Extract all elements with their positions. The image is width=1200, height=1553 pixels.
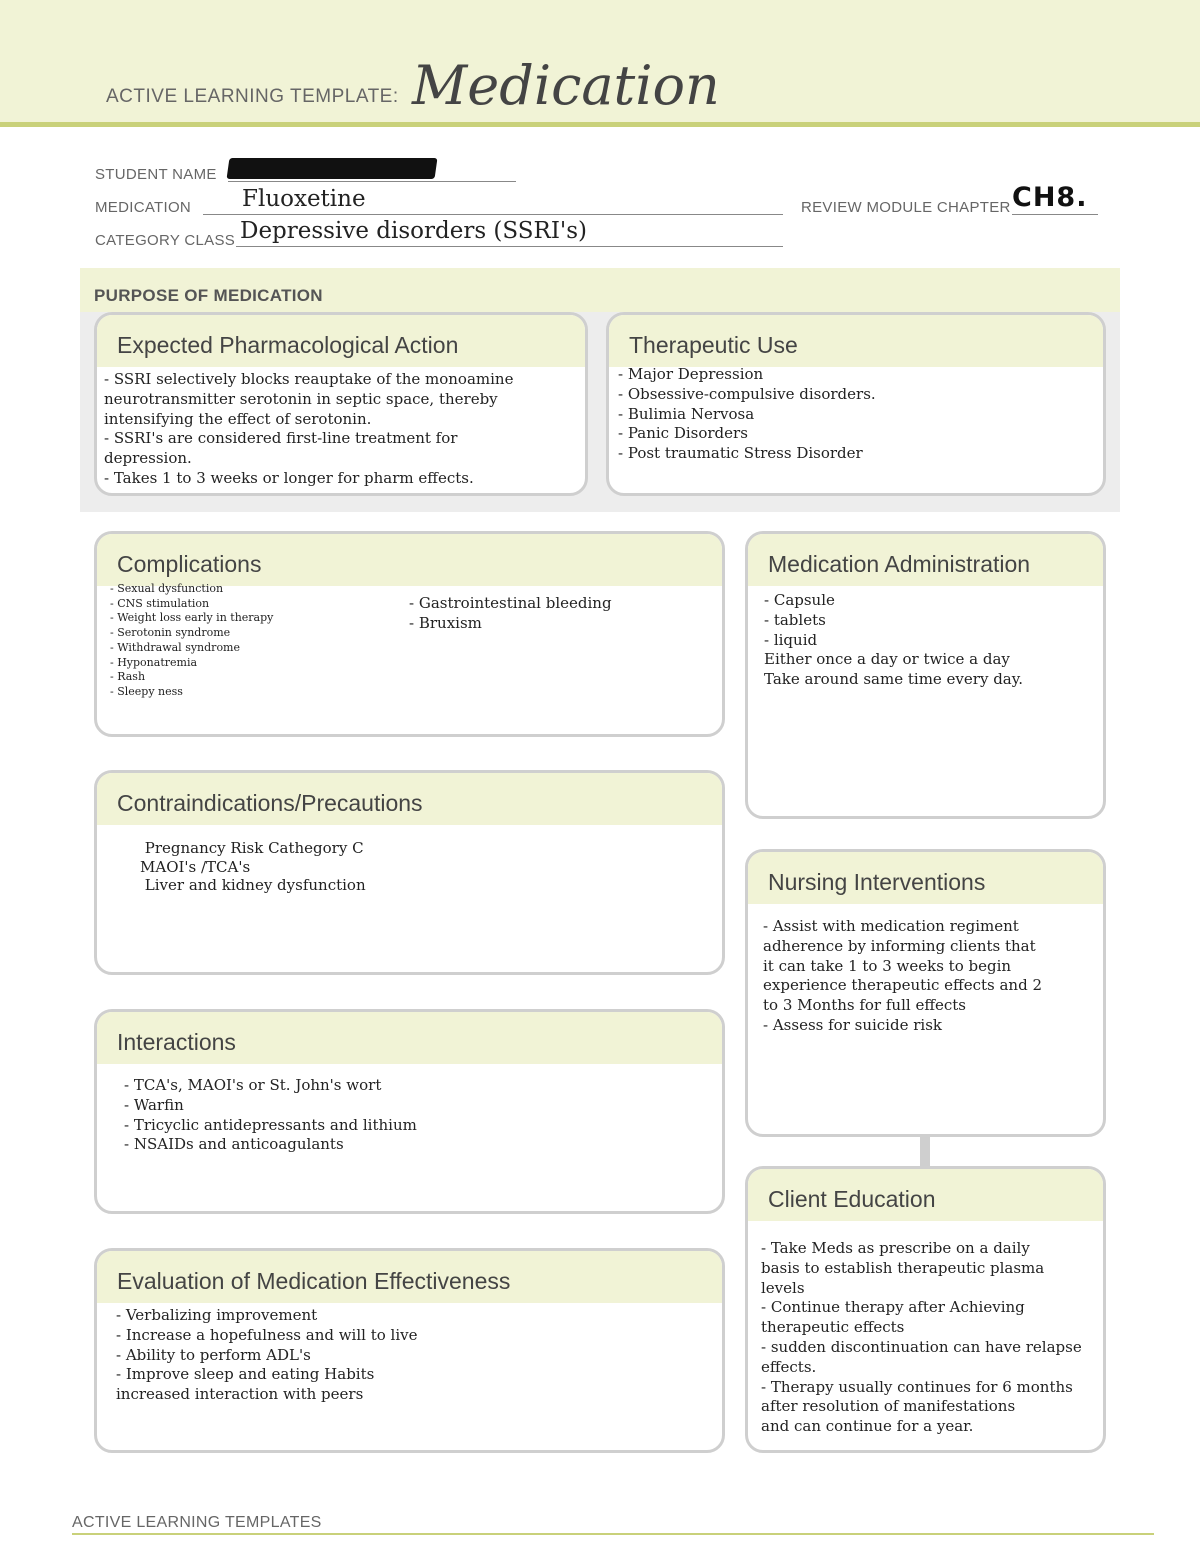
text-line: - tablets (764, 610, 826, 629)
nursing-interventions-content (763, 917, 1042, 1036)
text-line: - SSRI selectively blocks reauptake of the monoamine (104, 370, 514, 388)
text-line: - Sleepy ness (110, 684, 183, 698)
text-line: - Bulimia Nervosa (618, 404, 755, 423)
nursing-interventions-title: Nursing Interventions (768, 869, 986, 895)
text-line: - TCA's, MAOI's or St. John's wort (124, 1076, 382, 1094)
medication-value: Fluoxetine (242, 186, 366, 212)
text-line: - Obsessive-compulsive disorders. (618, 384, 876, 403)
text-line: - Increase a hopefulness and will to live (116, 1325, 418, 1344)
footer-rule (72, 1533, 1154, 1535)
text-line: Either once a day or twice a day (764, 650, 1010, 669)
text-line: Pregnancy Risk Cathegory C (140, 839, 364, 857)
student-name-field[interactable] (228, 181, 516, 182)
text-line: - Tricyclic antidepressants and lithium (124, 1115, 417, 1134)
pharm-action-content (104, 370, 513, 489)
text-line: - SSRI's are considered first-line treatment for (104, 429, 458, 448)
text-line: intensifying the effect of serotonin. (104, 409, 372, 428)
client-education-content (761, 1239, 1082, 1437)
text-line: - Gastrointestinal bleeding (409, 594, 612, 612)
box-connector (920, 1136, 930, 1166)
text-line: basis to establish therapeutic plasma (761, 1258, 1045, 1277)
text-line: depression. (104, 449, 192, 468)
text-line: - Sexual dysfunction (110, 582, 224, 595)
text-line: - sudden discontinuation can have relapse (761, 1337, 1082, 1356)
text-line: levels (761, 1278, 805, 1297)
category-class-value: Depressive disorders (SSRI's) (240, 218, 588, 244)
text-line: and can continue for a year. (761, 1417, 974, 1436)
text-line: - Hyponatremia (110, 655, 198, 669)
text-line: it can take 1 to 3 weeks to begin (763, 956, 1012, 975)
text-line: - Take Meds as prescribe on a daily (761, 1239, 1030, 1257)
template-label: ACTIVE LEARNING TEMPLATE: (106, 86, 399, 107)
text-line: - Improve sleep and eating Habits (116, 1365, 375, 1384)
review-chapter-label: REVIEW MODULE CHAPTER (801, 199, 1011, 216)
text-line: MAOI's /TCA's (140, 857, 251, 876)
text-line: - Ability to perform ADL's (116, 1345, 311, 1364)
medication-label: MEDICATION (95, 199, 192, 216)
student-name-label: STUDENT NAME (95, 166, 217, 183)
client-education-title: Client Education (768, 1186, 936, 1212)
contraindications-content (140, 839, 366, 895)
text-line: - Assess for suicide risk (763, 1015, 942, 1034)
text-line: - liquid (764, 630, 818, 649)
text-line: - Serotonin syndrome (110, 626, 231, 640)
text-line: therapeutic effects (761, 1318, 905, 1337)
purpose-title: PURPOSE OF MEDICATION (94, 286, 323, 305)
category-class-label: CATEGORY CLASS (95, 232, 236, 249)
complications-left-content (110, 582, 273, 700)
text-line: Liver and kidney dysfunction (140, 876, 366, 894)
text-line: to 3 Months for full effects (763, 996, 966, 1015)
interactions-content (124, 1076, 417, 1155)
contraindications-title: Contraindications/Precautions (117, 790, 423, 816)
text-line: experience therapeutic effects and 2 (763, 976, 1043, 995)
review-chapter-field[interactable] (1012, 214, 1098, 215)
text-line: - Withdrawal syndrome (110, 640, 241, 654)
category-class-field[interactable] (236, 246, 783, 247)
review-chapter-value: CH8. (1012, 182, 1088, 213)
text-line: - Major Depression (618, 365, 764, 383)
text-line: - Verbalizing improvement (116, 1306, 318, 1324)
text-line: Take around same time every day. (764, 670, 1023, 689)
interactions-title: Interactions (117, 1029, 236, 1055)
header-rule (0, 122, 1200, 127)
administration-content (764, 591, 1023, 690)
text-line: increased interaction with peers (116, 1385, 364, 1404)
text-line: - Panic Disorders (618, 424, 748, 443)
text-line: neurotransmitter serotonin in septic space, thereby (104, 389, 498, 408)
text-line: - Rash (110, 670, 146, 684)
text-line: - CNS stimulation (110, 596, 210, 610)
redacted-name-mark (227, 158, 438, 179)
text-line: adherence by informing clients that (763, 936, 1036, 955)
text-line: - Takes 1 to 3 weeks or longer for pharm effects. (104, 468, 474, 487)
text-line: - Bruxism (409, 613, 482, 632)
footer-text: ACTIVE LEARNING TEMPLATES (72, 1514, 322, 1531)
text-line: - NSAIDs and anticoagulants (124, 1135, 344, 1154)
administration-title: Medication Administration (768, 551, 1031, 577)
text-line: - Weight loss early in therapy (110, 611, 274, 625)
text-line: - Post traumatic Stress Disorder (618, 444, 863, 463)
therapeutic-use-content (618, 365, 876, 464)
template-title: Medication (412, 54, 720, 117)
complications-title: Complications (117, 551, 262, 577)
text-line: - Capsule (764, 591, 835, 609)
complications-right-content (409, 594, 612, 634)
evaluation-content (116, 1306, 418, 1405)
text-line: after resolution of manifestations (761, 1397, 1016, 1416)
text-line: - Therapy usually continues for 6 months (761, 1377, 1073, 1396)
text-line: - Continue therapy after Achieving (761, 1298, 1025, 1317)
medication-field[interactable] (203, 214, 783, 215)
therapeutic-use-title: Therapeutic Use (629, 332, 798, 358)
pharm-action-title: Expected Pharmacological Action (117, 332, 459, 358)
evaluation-title: Evaluation of Medication Effectiveness (117, 1268, 511, 1294)
text-line: - Warfin (124, 1095, 184, 1114)
text-line: effects. (761, 1357, 817, 1376)
text-line: - Assist with medication regiment (763, 917, 1019, 935)
